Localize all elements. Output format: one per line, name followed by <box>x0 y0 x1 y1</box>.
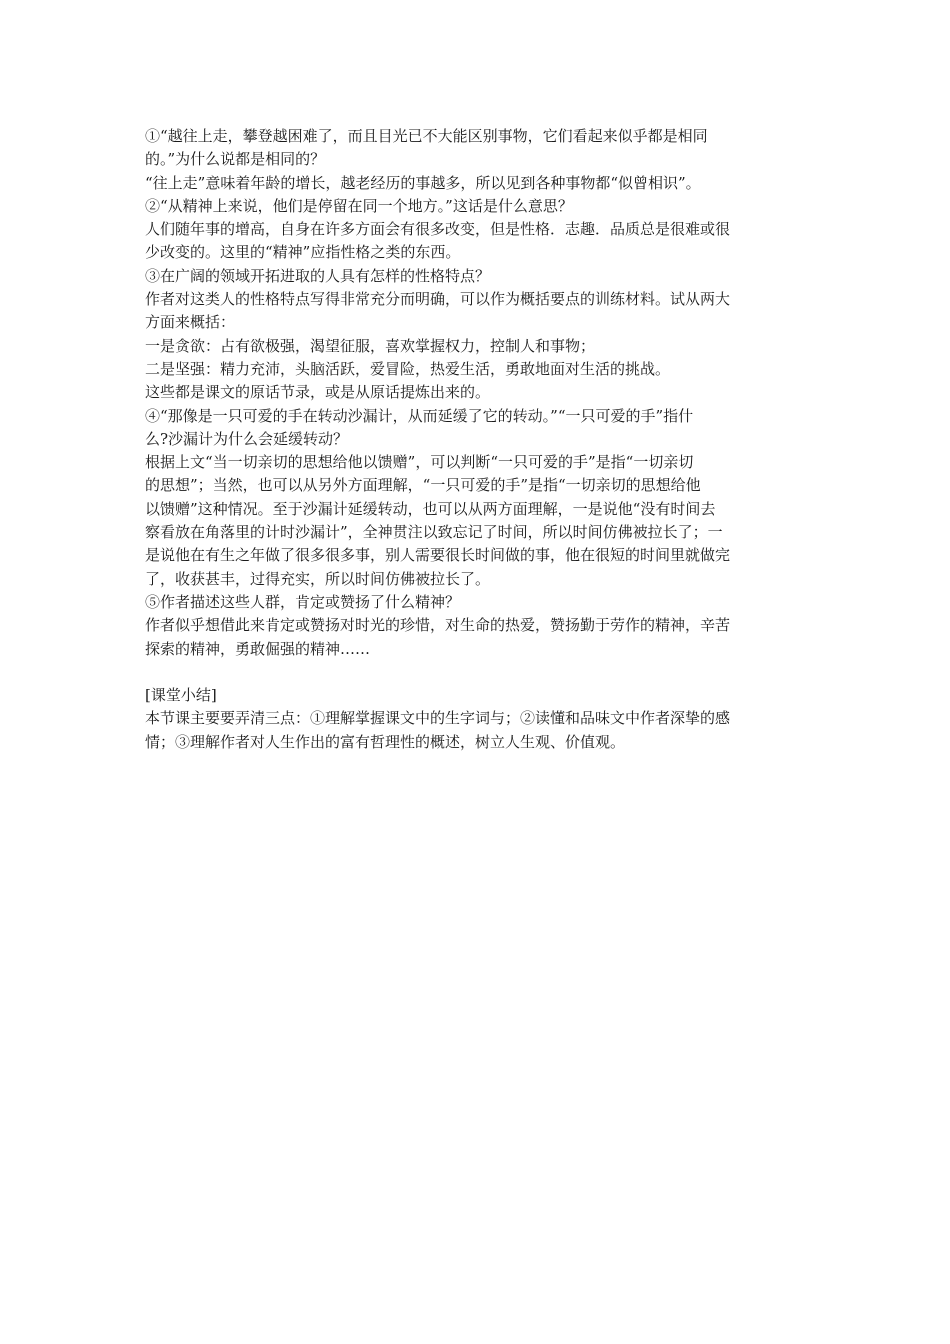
paragraph-gap <box>145 661 810 684</box>
text-line: 是说他在有生之年做了很多很多事，别人需要很长时间做的事，他在很短的时间里就做完 <box>145 546 731 565</box>
text-line: 么?沙漏计为什么会延缓转动？ <box>145 429 349 448</box>
text-line: ②“从精神上来说，他们是停留在同一个地方。”这话是什么意思？ <box>145 196 573 215</box>
text-line: 人们随年事的增高，自身在许多方面会有很多改变，但是性格．志趣．品质总是很难或很 <box>145 220 731 239</box>
text-line: 以馈赠”这种情况。至于沙漏计延缓转动，也可以从两方面理解，一是说他“没有时间去 <box>145 499 716 518</box>
text-line: ③在广阔的领域开拓进取的人具有怎样的性格特点？ <box>145 266 491 285</box>
text-line: 这些都是课文的原话节录，或是从原话提炼出来的。 <box>145 383 491 402</box>
text-line: 少改变的。这里的“精神”应指性格之类的东西。 <box>145 243 461 262</box>
text-line: ⑤作者描述这些人群，肯定或赞扬了什么精神？ <box>145 592 461 611</box>
document-body <box>145 125 810 754</box>
text-line: “往上走”意味着年龄的增长，越老经历的事越多，所以见到各种事物都“似曾相识”。 <box>145 173 701 192</box>
text-line: 的。”为什么说都是相同的？ <box>145 150 326 169</box>
text-line: 了，收获甚丰，过得充实，所以时间仿佛被拉长了。 <box>145 569 491 588</box>
text-line: 作者似乎想借此来肯定或赞扬对时光的珍惜，对生命的热爱，赞扬勤于劳作的精神，辛苦 <box>145 616 731 635</box>
text-line: ①“越往上走，攀登越困难了，而且目光已不大能区别事物，它们看起来似乎都是相同 <box>145 127 708 145</box>
text-line: 作者对这类人的性格特点写得非常充分而明确，可以作为概括要点的训练材料。试从两大 <box>145 290 731 309</box>
text-line: 方面来概括： <box>145 313 236 332</box>
text-line: ④“那像是一只可爱的手在转动沙漏计，从而延缓了它的转动。”“一只可爱的手”指什 <box>145 406 694 425</box>
summary-line: 本节课主要要弄清三点：①理解掌握课文中的生字词与；②读懂和品味文中作者深挚的感 <box>145 709 731 728</box>
text-line: 一是贪欲：占有欲极强，渴望征服，喜欢掌握权力，控制人和事物； <box>145 336 596 355</box>
text-line: 探索的精神，勇敢倔强的精神…… <box>145 639 371 658</box>
text-line: 根据上文“当一切亲切的思想给他以馈赠”，可以判断“一只可爱的手”是指“一切亲切 <box>145 453 694 472</box>
summary-line: 情；③理解作者对人生作出的富有哲理性的概述，树立人生观、价值观。 <box>145 732 626 751</box>
text-line: 的思想”；当然，也可以从另外方面理解，“一只可爱的手”是指“一切亲切的思想给他 <box>145 476 701 495</box>
summary-heading: [课堂小结] <box>145 686 217 705</box>
text-line: 察看放在角落里的计时沙漏计”，全神贯注以致忘记了时间，所以时间仿佛被拉长了；一 <box>145 523 723 542</box>
text-line: 二是坚强：精力充沛，头脑活跃，爱冒险，热爱生活，勇敢地面对生活的挑战。 <box>145 359 671 378</box>
